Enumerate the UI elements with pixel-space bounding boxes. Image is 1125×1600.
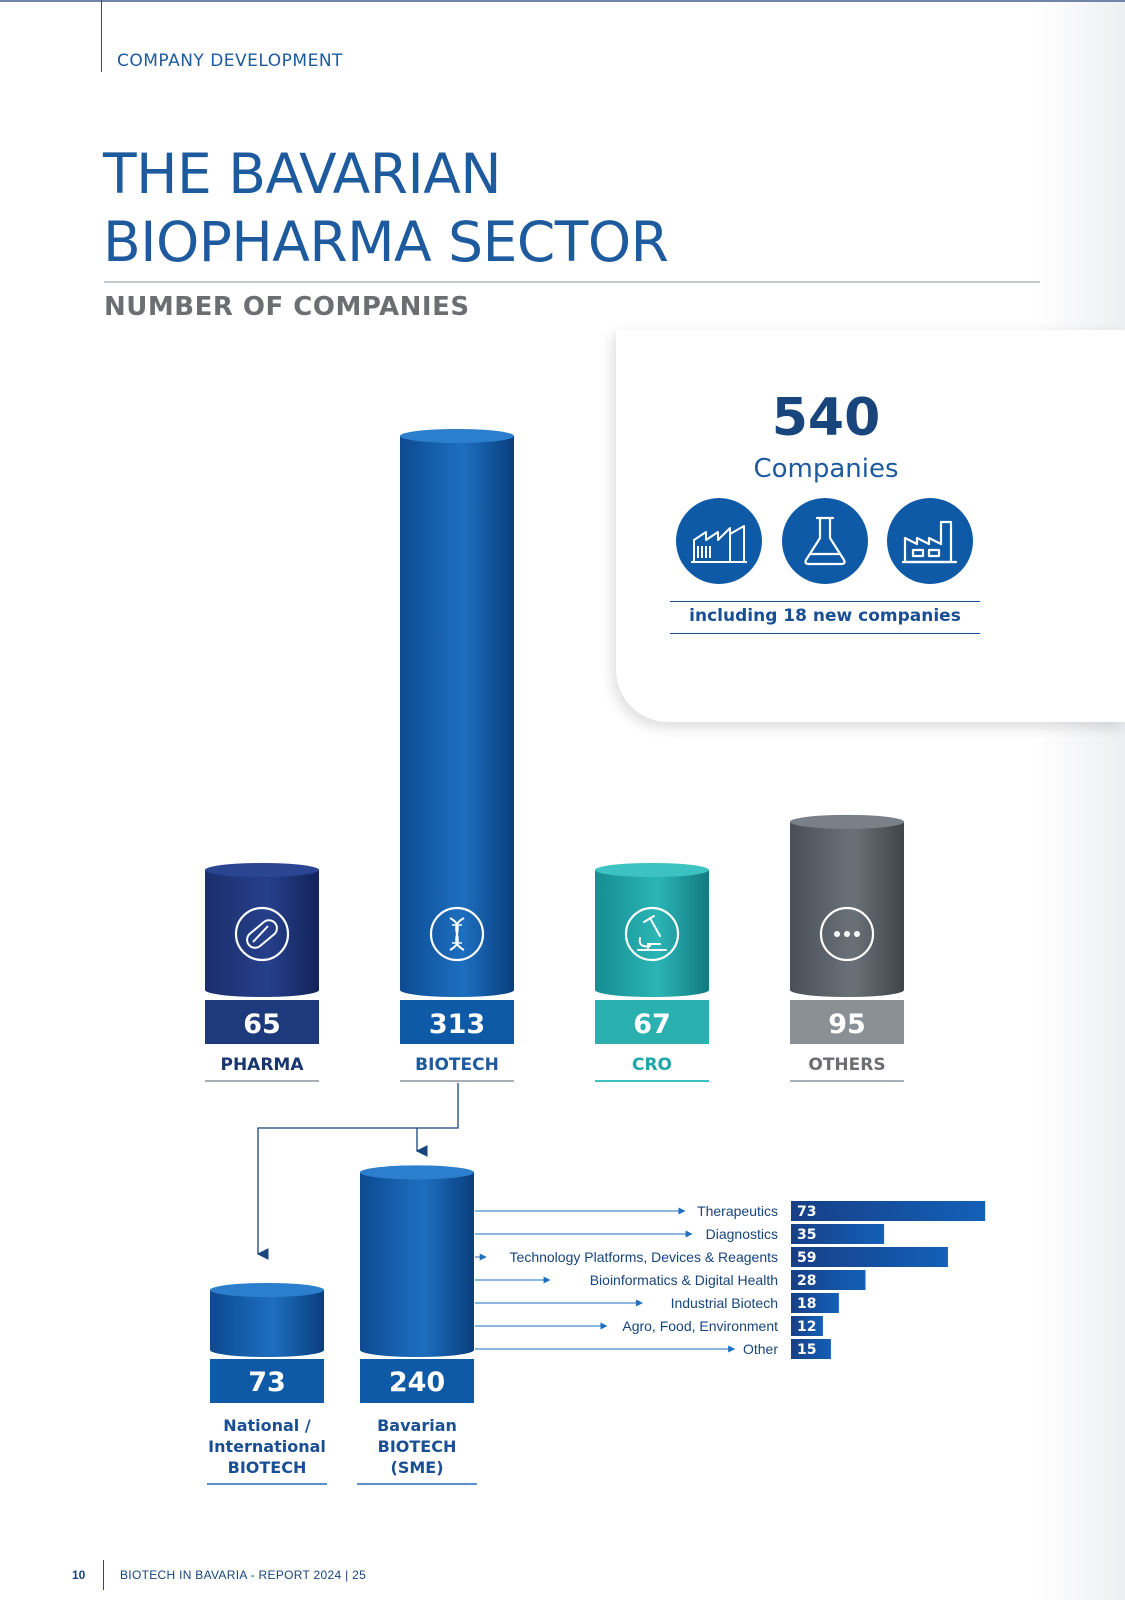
bar-others-body: [790, 822, 904, 997]
sme-field-bars: [475, 1201, 985, 1359]
bar-cro: [595, 863, 709, 997]
bar-pharma: [205, 863, 319, 997]
new-companies-label: including 18 new companies: [689, 606, 961, 626]
field-value-industrial-biotech: 18: [797, 1296, 817, 1312]
bar-others-top: [790, 815, 904, 829]
sub-label-national-international-biotech-0: National /: [223, 1416, 311, 1435]
footer-report-title: BIOTECH IN BAVARIA - REPORT 2024 | 25: [120, 1568, 367, 1582]
field-label-agro-food-environment: Agro, Food, Environment: [622, 1318, 778, 1334]
field-bar-therapeutics: [791, 1201, 985, 1221]
bar-pharma-top: [205, 863, 319, 877]
field-label-bioinformatics-digital-health: Bioinformatics & Digital Health: [589, 1272, 778, 1288]
more-dot-2: [854, 931, 860, 937]
sub-bar-bavarian-biotech-sme-top: [360, 1165, 474, 1179]
field-value-other: 15: [797, 1342, 817, 1358]
label-biotech: BIOTECH: [415, 1055, 499, 1075]
value-biotech: 313: [428, 1009, 486, 1040]
label-underline-pharma: [205, 1080, 319, 1082]
bar-biotech-top: [400, 429, 514, 443]
total-companies-label: Companies: [753, 454, 899, 484]
value-others: 95: [828, 1009, 866, 1040]
bar-biotech-body: [400, 436, 514, 997]
more-dot-1: [844, 931, 850, 937]
title-line-2: BIOPHARMA SECTOR: [103, 210, 669, 274]
label-underline-biotech: [400, 1080, 514, 1082]
sub-label-underline-national-international-biotech: [207, 1483, 327, 1485]
sub-bar-national-international-biotech: [210, 1283, 324, 1357]
sub-bar-bavarian-biotech-sme: [360, 1165, 474, 1357]
sub-value-national-international-biotech: 73: [248, 1367, 286, 1398]
field-value-agro-food-environment: 12: [797, 1319, 817, 1335]
sub-label-national-international-biotech-1: International: [208, 1437, 326, 1456]
main-bars: [205, 429, 904, 1082]
bar-cro-top: [595, 863, 709, 877]
sub-label-bavarian-biotech-sme-1: BIOTECH: [377, 1437, 457, 1456]
field-value-bioinformatics-digital-health: 28: [797, 1273, 817, 1289]
label-others: OTHERS: [808, 1055, 886, 1075]
page-number: 10: [72, 1568, 86, 1582]
sub-value-bavarian-biotech-sme: 240: [388, 1367, 446, 1398]
field-value-diagnostics: 35: [797, 1227, 817, 1243]
field-label-technology-platforms-devices-reagents: Technology Platforms, Devices & Reagents: [509, 1249, 778, 1265]
sub-bar-national-international-biotech-body: [210, 1290, 324, 1357]
biotech-split-bars: [207, 1165, 477, 1485]
label-underline-others: [790, 1080, 904, 1082]
field-value-technology-platforms-devices-reagents: 59: [797, 1250, 817, 1266]
value-cro: 67: [633, 1009, 671, 1040]
sub-label-national-international-biotech-2: BIOTECH: [227, 1458, 307, 1477]
value-pharma: 65: [243, 1009, 281, 1040]
sub-label-bavarian-biotech-sme-2: (SME): [390, 1458, 444, 1477]
label-pharma: PHARMA: [220, 1055, 304, 1075]
chart-subtitle: NUMBER OF COMPANIES: [104, 292, 470, 322]
title-line-1: THE BAVARIAN: [103, 142, 501, 206]
sub-label-underline-bavarian-biotech-sme: [357, 1483, 477, 1485]
bar-others: [790, 815, 904, 997]
field-label-other: Other: [742, 1341, 778, 1357]
footer-divider: [103, 1560, 104, 1590]
more-dot-0: [834, 931, 840, 937]
total-companies-value: 540: [771, 388, 881, 448]
bar-cro-body: [595, 870, 709, 997]
field-label-diagnostics: Diagnostics: [705, 1226, 778, 1242]
field-label-therapeutics: Therapeutics: [697, 1203, 778, 1219]
label-underline-cro: [595, 1080, 709, 1082]
field-value-therapeutics: 73: [797, 1204, 817, 1220]
sub-bar-bavarian-biotech-sme-body: [360, 1172, 474, 1357]
label-cro: CRO: [631, 1055, 673, 1075]
field-label-industrial-biotech: Industrial Biotech: [670, 1295, 778, 1311]
sub-label-bavarian-biotech-sme-0: Bavarian: [377, 1416, 457, 1435]
sub-bar-national-international-biotech-top: [210, 1283, 324, 1297]
section-label: COMPANY DEVELOPMENT: [117, 51, 343, 71]
bar-biotech: [400, 429, 514, 997]
